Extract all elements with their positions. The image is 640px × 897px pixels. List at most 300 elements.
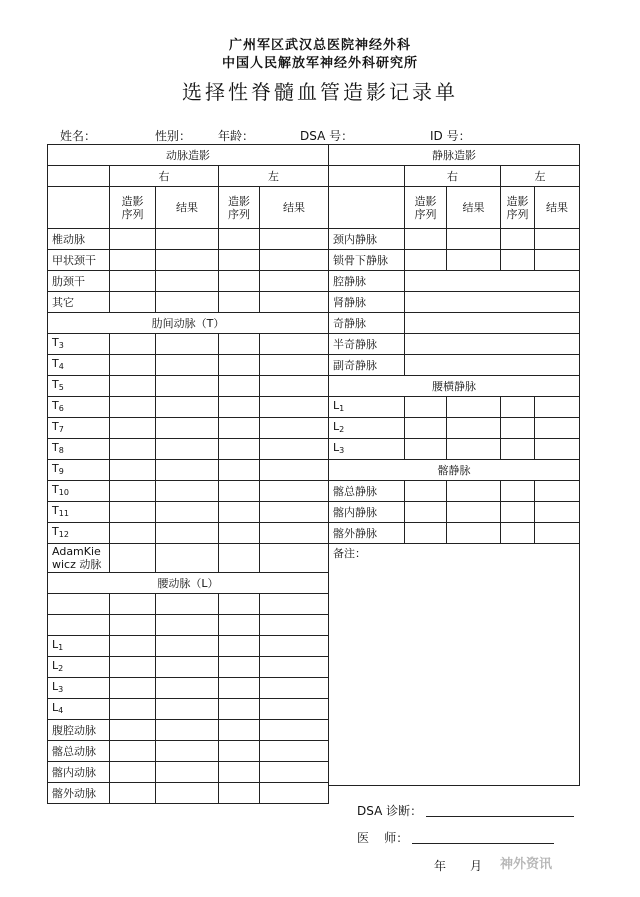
row-label-base: T xyxy=(52,357,59,370)
entry-cell[interactable] xyxy=(219,502,260,523)
table-row xyxy=(329,145,580,166)
row-label-subscript: 3 xyxy=(58,341,64,350)
seq-label-line: 序列 xyxy=(506,207,529,221)
artery-table xyxy=(47,144,329,804)
gender-field-label: 性别： xyxy=(155,129,192,143)
table-row xyxy=(329,229,580,250)
table-row xyxy=(48,594,329,615)
entry-cell[interactable] xyxy=(260,741,329,762)
entry-cell[interactable] xyxy=(219,636,260,657)
entry-cell[interactable] xyxy=(156,229,219,250)
entry-cell[interactable] xyxy=(405,313,580,334)
entry-cell[interactable] xyxy=(110,376,156,397)
entry-cell[interactable] xyxy=(535,418,580,439)
entry-cell[interactable] xyxy=(110,229,156,250)
entry-cell[interactable] xyxy=(110,502,156,523)
entry-cell[interactable] xyxy=(219,355,260,376)
doctor-row xyxy=(357,829,554,846)
row-label xyxy=(48,460,110,481)
lumbar-artery-heading: 腰动脉（L） xyxy=(48,573,329,594)
entry-cell[interactable] xyxy=(219,460,260,481)
row-label xyxy=(48,439,110,460)
entry-cell[interactable] xyxy=(260,229,329,250)
entry-cell[interactable] xyxy=(156,636,219,657)
row-label-subscript: 9 xyxy=(58,467,64,476)
entry-cell[interactable] xyxy=(156,523,219,544)
row-label-base: T xyxy=(52,504,59,517)
table-row xyxy=(329,334,580,355)
row-label-base: L xyxy=(333,399,340,412)
entry-cell[interactable] xyxy=(260,594,329,615)
seq-label-line: 序列 xyxy=(228,207,250,221)
entry-cell[interactable] xyxy=(110,544,156,573)
entry-cell[interactable] xyxy=(447,502,501,523)
entry-cell[interactable] xyxy=(260,460,329,481)
entry-cell[interactable] xyxy=(219,229,260,250)
entry-cell[interactable] xyxy=(48,615,110,636)
adamkiewicz-label xyxy=(48,544,110,573)
row-label: 颈内静脉 xyxy=(329,229,405,250)
row-label: 奇静脉 xyxy=(329,313,405,334)
seq-label-line: 造影 xyxy=(121,194,144,208)
entry-cell[interactable] xyxy=(110,250,156,271)
table-row xyxy=(48,250,329,271)
table-row xyxy=(329,187,580,229)
entry-cell[interactable] xyxy=(501,523,535,544)
entry-cell[interactable] xyxy=(447,523,501,544)
entry-cell[interactable] xyxy=(260,657,329,678)
entry-cell[interactable] xyxy=(156,544,219,573)
intercostal-heading: 肋间动脉（T） xyxy=(48,313,329,334)
entry-cell[interactable] xyxy=(219,292,260,313)
entry-cell[interactable] xyxy=(110,741,156,762)
table-row xyxy=(329,355,580,376)
table-row xyxy=(329,418,580,439)
left-side-header: 左 xyxy=(501,166,580,187)
table-row xyxy=(48,292,329,313)
entry-cell[interactable] xyxy=(260,439,329,460)
entry-cell[interactable] xyxy=(156,678,219,699)
table-row xyxy=(48,720,329,741)
row-label-base: T xyxy=(52,441,59,454)
right-side-header: 右 xyxy=(110,166,219,187)
row-label xyxy=(48,523,110,544)
entry-cell[interactable] xyxy=(501,418,535,439)
entry-cell[interactable] xyxy=(110,720,156,741)
row-label xyxy=(48,636,110,657)
entry-cell[interactable] xyxy=(260,678,329,699)
table-row xyxy=(48,397,329,418)
entry-cell[interactable] xyxy=(501,250,535,271)
entry-cell[interactable] xyxy=(110,657,156,678)
left-side-header: 左 xyxy=(219,166,329,187)
row-label: 锁骨下静脉 xyxy=(329,250,405,271)
entry-cell[interactable] xyxy=(219,783,260,804)
entry-cell[interactable] xyxy=(156,355,219,376)
entry-cell[interactable] xyxy=(219,481,260,502)
diagnosis-input-line[interactable] xyxy=(426,816,574,817)
entry-cell[interactable] xyxy=(110,783,156,804)
entry-cell[interactable] xyxy=(501,439,535,460)
entry-cell[interactable] xyxy=(405,418,447,439)
corner-cell xyxy=(329,187,405,229)
row-label: 髂外静脉 xyxy=(329,523,405,544)
entry-cell[interactable] xyxy=(156,250,219,271)
entry-cell[interactable] xyxy=(260,397,329,418)
entry-cell[interactable] xyxy=(110,271,156,292)
entry-cell[interactable] xyxy=(156,439,219,460)
row-label xyxy=(48,334,110,355)
seq-label-line: 造影 xyxy=(228,194,250,208)
entry-cell[interactable] xyxy=(405,502,447,523)
entry-cell[interactable] xyxy=(110,397,156,418)
vein-table xyxy=(328,144,580,786)
table-row xyxy=(329,439,580,460)
row-label-base: L xyxy=(52,638,59,651)
entry-cell[interactable] xyxy=(501,502,535,523)
result-header: 结果 xyxy=(447,187,501,229)
row-label: 髂总静脉 xyxy=(329,481,405,502)
entry-cell[interactable] xyxy=(405,334,580,355)
entry-cell[interactable] xyxy=(156,502,219,523)
table-row xyxy=(48,544,329,573)
artery-heading: 动脉造影 xyxy=(48,145,329,166)
row-label xyxy=(48,355,110,376)
entry-cell[interactable] xyxy=(110,636,156,657)
row-label xyxy=(329,397,405,418)
entry-cell[interactable] xyxy=(260,720,329,741)
table-row xyxy=(329,250,580,271)
table-row xyxy=(48,762,329,783)
entry-cell[interactable] xyxy=(110,418,156,439)
entry-cell[interactable] xyxy=(405,250,447,271)
table-row xyxy=(48,187,329,229)
corner-cell xyxy=(48,187,110,229)
table-row xyxy=(48,481,329,502)
row-label-subscript: 8 xyxy=(58,446,64,455)
entry-cell[interactable] xyxy=(405,271,580,292)
corner-cell xyxy=(329,166,405,187)
entry-cell[interactable] xyxy=(405,292,580,313)
row-label-base: L xyxy=(52,680,59,693)
entry-cell[interactable] xyxy=(447,229,501,250)
institution-name: 广州军区武汉总医院神经外科 xyxy=(228,38,411,53)
table-row xyxy=(329,166,580,187)
row-label-base: L xyxy=(52,659,59,672)
entry-cell[interactable] xyxy=(447,250,501,271)
month-label: 月 xyxy=(470,859,483,873)
seq-header xyxy=(219,187,260,229)
row-label-base: L xyxy=(333,420,340,433)
entry-cell[interactable] xyxy=(110,523,156,544)
entry-cell[interactable] xyxy=(219,699,260,720)
row-label-base: T xyxy=(52,336,59,349)
entry-cell[interactable] xyxy=(156,481,219,502)
row-label-base: L xyxy=(333,441,340,454)
table-row xyxy=(48,699,329,720)
seq-label-line: 造影 xyxy=(506,194,529,208)
row-label: 腹腔动脉 xyxy=(48,720,110,741)
row-label-subscript: 5 xyxy=(58,383,64,392)
entry-cell[interactable] xyxy=(156,699,219,720)
row-label-subscript: 4 xyxy=(58,706,64,715)
table-row xyxy=(48,502,329,523)
iliac-vein-heading: 髂静脉 xyxy=(329,460,580,481)
name-field-label: 姓名： xyxy=(60,129,97,143)
entry-cell[interactable] xyxy=(156,460,219,481)
row-label xyxy=(48,657,110,678)
table-row xyxy=(48,741,329,762)
entry-cell[interactable] xyxy=(405,229,447,250)
entry-cell[interactable] xyxy=(501,481,535,502)
entry-cell[interactable] xyxy=(535,523,580,544)
row-label: 髂总动脉 xyxy=(48,741,110,762)
table-row xyxy=(329,397,580,418)
form-title: 选择性脊髓血管造影记录单 xyxy=(182,80,458,104)
entry-cell[interactable] xyxy=(260,376,329,397)
row-label-line: AdamKie xyxy=(52,545,101,558)
entry-cell[interactable] xyxy=(110,699,156,720)
age-field-label: 年龄： xyxy=(218,129,255,143)
row-label-subscript: 1 xyxy=(58,643,64,652)
diagnosis-row xyxy=(357,802,574,819)
seq-label-line: 序列 xyxy=(414,207,437,221)
row-label-base: T xyxy=(52,378,59,391)
entry-cell[interactable] xyxy=(156,292,219,313)
row-label xyxy=(48,397,110,418)
entry-cell[interactable] xyxy=(156,594,219,615)
row-label xyxy=(48,502,110,523)
corner-cell xyxy=(48,166,110,187)
entry-cell[interactable] xyxy=(260,544,329,573)
row-label: 髂外动脉 xyxy=(48,783,110,804)
entry-cell[interactable] xyxy=(219,615,260,636)
entry-cell[interactable] xyxy=(219,397,260,418)
entry-cell[interactable] xyxy=(260,334,329,355)
row-label xyxy=(48,699,110,720)
seq-label-line: 造影 xyxy=(414,194,437,208)
row-label: 半奇静脉 xyxy=(329,334,405,355)
row-label xyxy=(48,418,110,439)
row-label-subscript: 3 xyxy=(58,685,64,694)
institute-name: 中国人民解放军神经外科研究所 xyxy=(221,56,418,71)
diagnosis-label: DSA 诊断： xyxy=(357,804,423,818)
table-row xyxy=(48,376,329,397)
row-label xyxy=(329,439,405,460)
remarks-cell[interactable]: 备注： xyxy=(329,544,580,786)
entry-cell[interactable] xyxy=(405,481,447,502)
entry-cell[interactable] xyxy=(110,439,156,460)
entry-cell[interactable] xyxy=(219,250,260,271)
table-row xyxy=(48,523,329,544)
table-row xyxy=(48,355,329,376)
entry-cell[interactable] xyxy=(219,594,260,615)
table-row xyxy=(48,334,329,355)
year-label: 年 xyxy=(434,859,447,873)
entry-cell[interactable] xyxy=(219,376,260,397)
entry-cell[interactable] xyxy=(405,523,447,544)
entry-cell[interactable] xyxy=(156,418,219,439)
entry-cell[interactable] xyxy=(110,762,156,783)
entry-cell[interactable] xyxy=(110,594,156,615)
entry-cell[interactable] xyxy=(535,397,580,418)
entry-cell[interactable] xyxy=(501,229,535,250)
entry-cell[interactable] xyxy=(219,418,260,439)
row-label-base: T xyxy=(52,399,59,412)
entry-cell[interactable] xyxy=(535,250,580,271)
row-label-base: T xyxy=(52,462,59,475)
row-label: 腔静脉 xyxy=(329,271,405,292)
entry-cell[interactable] xyxy=(219,439,260,460)
row-label: 其它 xyxy=(48,292,110,313)
entry-cell[interactable] xyxy=(405,397,447,418)
seq-header xyxy=(110,187,156,229)
entry-cell[interactable] xyxy=(260,636,329,657)
seq-header xyxy=(501,187,535,229)
table-row xyxy=(48,166,329,187)
table-row xyxy=(329,376,580,397)
row-label xyxy=(48,481,110,502)
entry-cell[interactable] xyxy=(447,481,501,502)
table-row xyxy=(329,523,580,544)
entry-cell[interactable] xyxy=(260,250,329,271)
entry-cell[interactable] xyxy=(219,678,260,699)
row-label-subscript: 6 xyxy=(58,404,64,413)
entry-cell[interactable] xyxy=(535,229,580,250)
entry-cell[interactable] xyxy=(219,271,260,292)
row-label-line: wicz 动脉 xyxy=(52,558,102,571)
entry-cell[interactable] xyxy=(260,783,329,804)
entry-cell[interactable] xyxy=(260,699,329,720)
entry-cell[interactable] xyxy=(405,355,580,376)
entry-cell[interactable] xyxy=(260,502,329,523)
row-label-subscript: 11 xyxy=(58,509,69,518)
row-label-subscript: 12 xyxy=(58,530,69,539)
vein-heading: 静脉造影 xyxy=(329,145,580,166)
table-row xyxy=(329,502,580,523)
doctor-label: 医 师： xyxy=(357,831,409,845)
table-row xyxy=(48,439,329,460)
dsa-number-field-label: DSA 号： xyxy=(300,129,354,143)
entry-cell[interactable] xyxy=(535,439,580,460)
entry-cell[interactable] xyxy=(156,615,219,636)
entry-cell[interactable] xyxy=(156,397,219,418)
entry-cell[interactable] xyxy=(219,762,260,783)
table-row xyxy=(329,271,580,292)
row-label-subscript: 7 xyxy=(58,425,64,434)
table-row xyxy=(48,678,329,699)
entry-cell[interactable] xyxy=(110,678,156,699)
row-label-subscript: 2 xyxy=(58,664,64,673)
entry-cell[interactable] xyxy=(110,334,156,355)
table-row xyxy=(48,313,329,334)
row-label: 髂内静脉 xyxy=(329,502,405,523)
row-label-base: L xyxy=(52,701,59,714)
entry-cell[interactable] xyxy=(219,657,260,678)
table-row xyxy=(48,418,329,439)
row-label xyxy=(48,376,110,397)
entry-cell[interactable] xyxy=(219,720,260,741)
entry-cell[interactable] xyxy=(110,615,156,636)
entry-cell[interactable] xyxy=(447,439,501,460)
entry-cell[interactable] xyxy=(260,523,329,544)
entry-cell[interactable] xyxy=(260,481,329,502)
entry-cell[interactable] xyxy=(405,439,447,460)
table-row xyxy=(48,229,329,250)
entry-cell[interactable] xyxy=(110,355,156,376)
entry-cell[interactable] xyxy=(219,741,260,762)
row-label-base: T xyxy=(52,483,59,496)
entry-cell[interactable] xyxy=(110,460,156,481)
id-number-field-label: ID 号： xyxy=(430,129,471,143)
entry-cell[interactable] xyxy=(156,376,219,397)
entry-cell[interactable] xyxy=(260,292,329,313)
entry-cell[interactable] xyxy=(110,292,156,313)
row-label: 副奇静脉 xyxy=(329,355,405,376)
entry-cell[interactable] xyxy=(219,523,260,544)
entry-cell[interactable] xyxy=(260,418,329,439)
row-label: 椎动脉 xyxy=(48,229,110,250)
table-row xyxy=(329,292,580,313)
doctor-input-line[interactable] xyxy=(412,843,554,844)
row-label: 肋颈干 xyxy=(48,271,110,292)
entry-cell[interactable] xyxy=(156,783,219,804)
entry-cell[interactable] xyxy=(156,741,219,762)
result-header: 结果 xyxy=(535,187,580,229)
table-row xyxy=(48,657,329,678)
row-label: 肾静脉 xyxy=(329,292,405,313)
entry-cell[interactable] xyxy=(156,271,219,292)
entry-cell[interactable] xyxy=(535,481,580,502)
row-label: 髂内动脉 xyxy=(48,762,110,783)
table-row xyxy=(48,271,329,292)
table-row xyxy=(48,615,329,636)
entry-cell[interactable] xyxy=(48,594,110,615)
table-row xyxy=(329,460,580,481)
table-row xyxy=(48,460,329,481)
entry-cell[interactable] xyxy=(219,544,260,573)
entry-cell[interactable] xyxy=(260,615,329,636)
table-row xyxy=(48,573,329,594)
entry-cell[interactable] xyxy=(110,481,156,502)
right-side-header: 右 xyxy=(405,166,501,187)
entry-cell[interactable] xyxy=(501,397,535,418)
entry-cell[interactable] xyxy=(156,720,219,741)
row-label-base: T xyxy=(52,420,59,433)
entry-cell[interactable] xyxy=(260,271,329,292)
row-label-base: T xyxy=(52,525,59,538)
entry-cell[interactable] xyxy=(447,418,501,439)
lumbar-vein-heading: 腰横静脉 xyxy=(329,376,580,397)
entry-cell[interactable] xyxy=(156,762,219,783)
entry-cell[interactable] xyxy=(260,762,329,783)
row-label-subscript: 2 xyxy=(339,425,345,434)
entry-cell[interactable] xyxy=(535,502,580,523)
table-row xyxy=(48,636,329,657)
entry-cell[interactable] xyxy=(447,397,501,418)
row-label-subscript: 4 xyxy=(58,362,64,371)
result-header: 结果 xyxy=(156,187,219,229)
entry-cell[interactable] xyxy=(260,355,329,376)
entry-cell[interactable] xyxy=(156,657,219,678)
row-label-subscript: 1 xyxy=(339,404,345,413)
entry-cell[interactable] xyxy=(156,334,219,355)
row-label-subscript: 10 xyxy=(58,488,69,497)
entry-cell[interactable] xyxy=(219,334,260,355)
seq-header xyxy=(405,187,447,229)
table-row xyxy=(329,544,580,786)
result-header: 结果 xyxy=(260,187,329,229)
